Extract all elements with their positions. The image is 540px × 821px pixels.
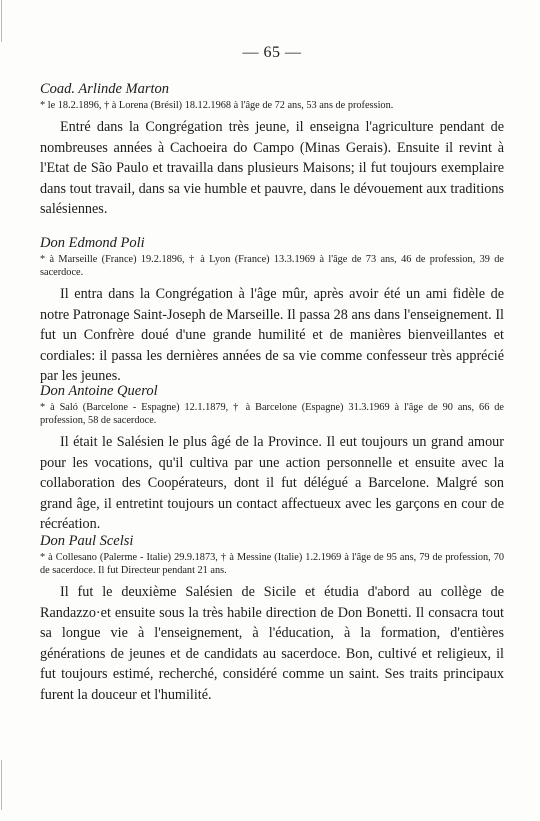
entry-dates: * à Collesano (Palerme - Italie) 29.9.1873, † à Messine (Italie) 1.2.1969 à l'âge de 95 ans, 79 de profession, 70 de sacerdoce. Il fut Directeur pendant 21 ans. xyxy=(40,552,504,576)
left-edge-mark-bottom xyxy=(1,760,2,810)
entry-body: Entré dans la Congrégation très jeune, il enseigna l'agriculture pendant de nombreuses années à Cachoeira do Campo (Minas Gerais). Ensuite il revint à l'Etat de São Paulo et travailla dans plusieurs Maisons; il fut toujours exemplaire dans tout travail, dans sa vie humble et pauvre, dans le dévouement aux traditions salésiennes. xyxy=(40,119,504,218)
entry-body: Il était le Salésien le plus âgé de la Province. Il eut toujours un grand amour pour les vocations, qu'il cultiva par une action personnelle et ensuite avec la collaboration des Coopérateurs, dont il fut délégué a Barcelone. Malgré son grand âge, il entretint toujours un contact affectueux avec les garçons en cour de récréation. xyxy=(40,434,504,533)
page-number: — 65 — xyxy=(242,44,302,61)
obituary-entry-scelsi xyxy=(40,532,504,706)
entry-name: Don Edmond Poli xyxy=(40,235,145,251)
entry-dates: * à Marseille (France) 19.2.1896, † à Lyon (France) 13.3.1969 à l'âge de 73 ans, 46 de profession, 39 de sacerdoce. xyxy=(40,254,504,278)
obituary-entry-marton xyxy=(40,80,504,220)
entry-name: Don Antoine Querol xyxy=(40,383,158,399)
left-edge-mark-top xyxy=(1,0,2,42)
entry-dates: * le 18.2.1896, † à Lorena (Brésil) 18.12.1968 à l'âge de 72 ans, 53 ans de profession. xyxy=(40,100,394,111)
entry-dates: * à Saló (Barcelone - Espagne) 12.1.1879, † à Barcelone (Espagne) 31.3.1969 à l'âge de 90 ans, 66 de profession, 58 de sacerdoce. xyxy=(40,402,504,426)
obituary-entry-poli xyxy=(40,234,504,387)
obituary-entry-querol xyxy=(40,382,504,535)
entry-body: Il fut le deuxième Salésien de Sicile et étudia d'abord au collège de Randazzo·et ensuite sous la très habile direction de Don Bonetti. Il consacra tout sa longue vie à l'enseignement, à l'éducation, à la formation, d'entières générations de jeunes et de candidats au sacerdoce. Bon, cultivé et religieux, il fut toujours estimé, recherché, considéré comme un saint. Ses traits principaux furent la douceur et l'humilité. xyxy=(40,584,504,703)
entry-name: Don Paul Scelsi xyxy=(40,533,134,549)
entry-name: Coad. Arlinde Marton xyxy=(40,81,170,97)
entry-body: Il entra dans la Congrégation à l'âge mûr, après avoir été un ami fidèle de notre Patronage Saint-Joseph de Marseille. Il passa 28 ans dans l'enseignement. Il fut un Confrère doué d'une grande humilité et de manières bienveillantes et cordiales: il passa les dernières années de sa vie comme confesseur très apprécié par les jeunes. xyxy=(40,286,504,385)
